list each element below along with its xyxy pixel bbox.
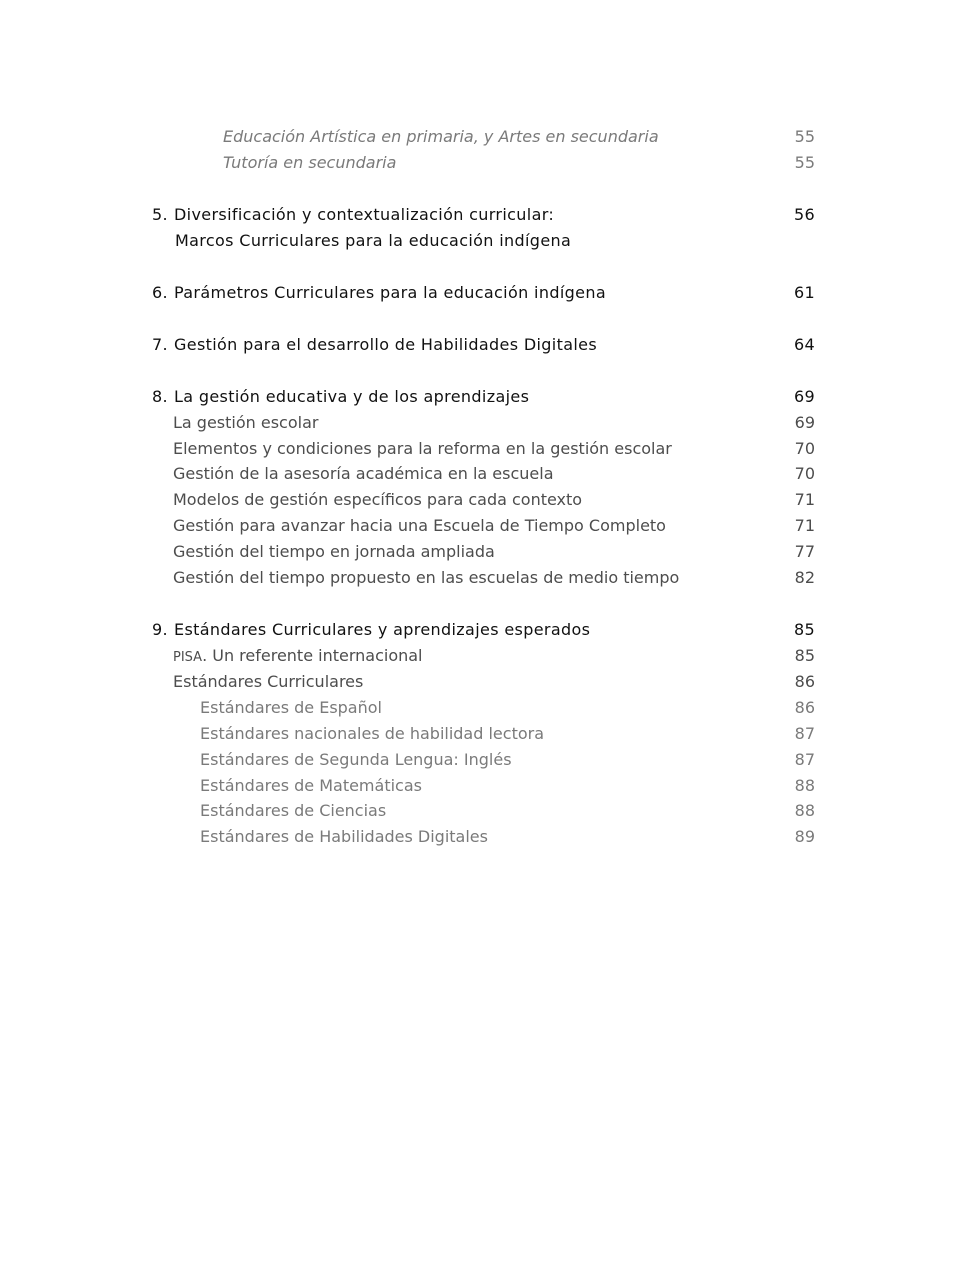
toc-subsection[interactable] bbox=[0, 801, 972, 825]
toc-chapter-7[interactable] bbox=[0, 335, 972, 359]
toc-chapter-5-continued[interactable] bbox=[0, 231, 972, 255]
chapter-page: 69 bbox=[793, 387, 815, 406]
chapter-page: 61 bbox=[793, 283, 815, 302]
section-title bbox=[173, 646, 423, 665]
section-title: Elementos y condiciones para la reforma en la gestión escolar bbox=[173, 439, 672, 458]
section-title: Gestión de la asesoría académica en la escuela bbox=[173, 464, 554, 483]
toc-chapter-6[interactable] bbox=[0, 283, 972, 307]
chapter-number: 8. bbox=[152, 387, 168, 406]
toc-section[interactable] bbox=[0, 464, 972, 488]
toc-entry[interactable] bbox=[0, 153, 972, 177]
chapter-number: 9. bbox=[152, 620, 168, 639]
subsection-page: 88 bbox=[794, 776, 815, 795]
subsection-title: Estándares de Matemáticas bbox=[200, 776, 422, 795]
subsection-title: Estándares nacionales de habilidad lectora bbox=[200, 724, 545, 743]
subsection-page: 87 bbox=[794, 750, 815, 769]
chapter-number: 5. bbox=[152, 205, 168, 224]
toc-entry-label: Educación Artística en primaria, y Artes en secundaria bbox=[223, 127, 659, 146]
subsection-title: Estándares de Español bbox=[200, 698, 382, 717]
subsection-title: Estándares de Segunda Lengua: Inglés bbox=[200, 750, 512, 769]
pisa-acronym: PISA bbox=[173, 650, 203, 665]
section-page: 71 bbox=[794, 490, 815, 509]
toc-section[interactable] bbox=[0, 516, 972, 540]
toc-chapter-9[interactable] bbox=[0, 620, 972, 644]
section-title: Gestión para avanzar hacia una Escuela de Tiempo Completo bbox=[173, 516, 666, 535]
subsection-page: 89 bbox=[794, 827, 815, 846]
section-page: 85 bbox=[794, 646, 815, 665]
chapter-page: 85 bbox=[793, 620, 815, 639]
toc-entry-page: 55 bbox=[794, 153, 815, 172]
chapter-title: Diversificación y contextualización curricular: bbox=[174, 205, 555, 224]
toc-subsection[interactable] bbox=[0, 776, 972, 800]
section-title: Modelos de gestión específicos para cada contexto bbox=[173, 490, 583, 509]
toc-subsection[interactable] bbox=[0, 827, 972, 851]
section-title: Gestión del tiempo propuesto en las escuelas de medio tiempo bbox=[173, 568, 680, 587]
subsection-page: 88 bbox=[794, 801, 815, 820]
toc-section[interactable] bbox=[0, 672, 972, 696]
toc-section[interactable] bbox=[0, 413, 972, 437]
toc-section[interactable] bbox=[0, 439, 972, 463]
subsection-page: 87 bbox=[794, 724, 815, 743]
chapter-page: 64 bbox=[793, 335, 815, 354]
section-page: 70 bbox=[794, 439, 815, 458]
pisa-title: . Un referente internacional bbox=[202, 646, 423, 665]
chapter-title: La gestión educativa y de los aprendizajes bbox=[174, 387, 530, 406]
section-page: 71 bbox=[794, 516, 815, 535]
toc-subsection[interactable] bbox=[0, 698, 972, 722]
toc-entry[interactable] bbox=[0, 127, 972, 151]
toc-subsection[interactable] bbox=[0, 724, 972, 748]
chapter-title-line2: Marcos Curriculares para la educación indígena bbox=[175, 231, 572, 250]
toc-section[interactable] bbox=[0, 646, 972, 670]
toc-chapter-5[interactable] bbox=[0, 205, 972, 229]
subsection-page: 86 bbox=[794, 698, 815, 717]
toc-entry-label: Tutoría en secundaria bbox=[223, 153, 397, 172]
section-title: Estándares Curriculares bbox=[173, 672, 364, 691]
subsection-title: Estándares de Ciencias bbox=[200, 801, 387, 820]
section-title: Gestión del tiempo en jornada ampliada bbox=[173, 542, 495, 561]
chapter-number: 7. bbox=[152, 335, 168, 354]
section-page: 82 bbox=[794, 568, 815, 587]
chapter-title: Estándares Curriculares y aprendizajes esperados bbox=[174, 620, 591, 639]
section-page: 86 bbox=[794, 672, 815, 691]
toc-subsection[interactable] bbox=[0, 750, 972, 774]
toc-section[interactable] bbox=[0, 490, 972, 514]
subsection-title: Estándares de Habilidades Digitales bbox=[200, 827, 488, 846]
toc-section[interactable] bbox=[0, 542, 972, 566]
toc-chapter-8[interactable] bbox=[0, 387, 972, 411]
section-page: 69 bbox=[794, 413, 815, 432]
chapter-title: Parámetros Curriculares para la educación indígena bbox=[174, 283, 606, 302]
chapter-title: Gestión para el desarrollo de Habilidades Digitales bbox=[174, 335, 598, 354]
chapter-page: 56 bbox=[793, 205, 815, 224]
toc-entry-page: 55 bbox=[794, 127, 815, 146]
section-title: La gestión escolar bbox=[173, 413, 319, 432]
chapter-number: 6. bbox=[152, 283, 168, 302]
section-page: 77 bbox=[794, 542, 815, 561]
section-page: 70 bbox=[794, 464, 815, 483]
toc-section[interactable] bbox=[0, 568, 972, 592]
